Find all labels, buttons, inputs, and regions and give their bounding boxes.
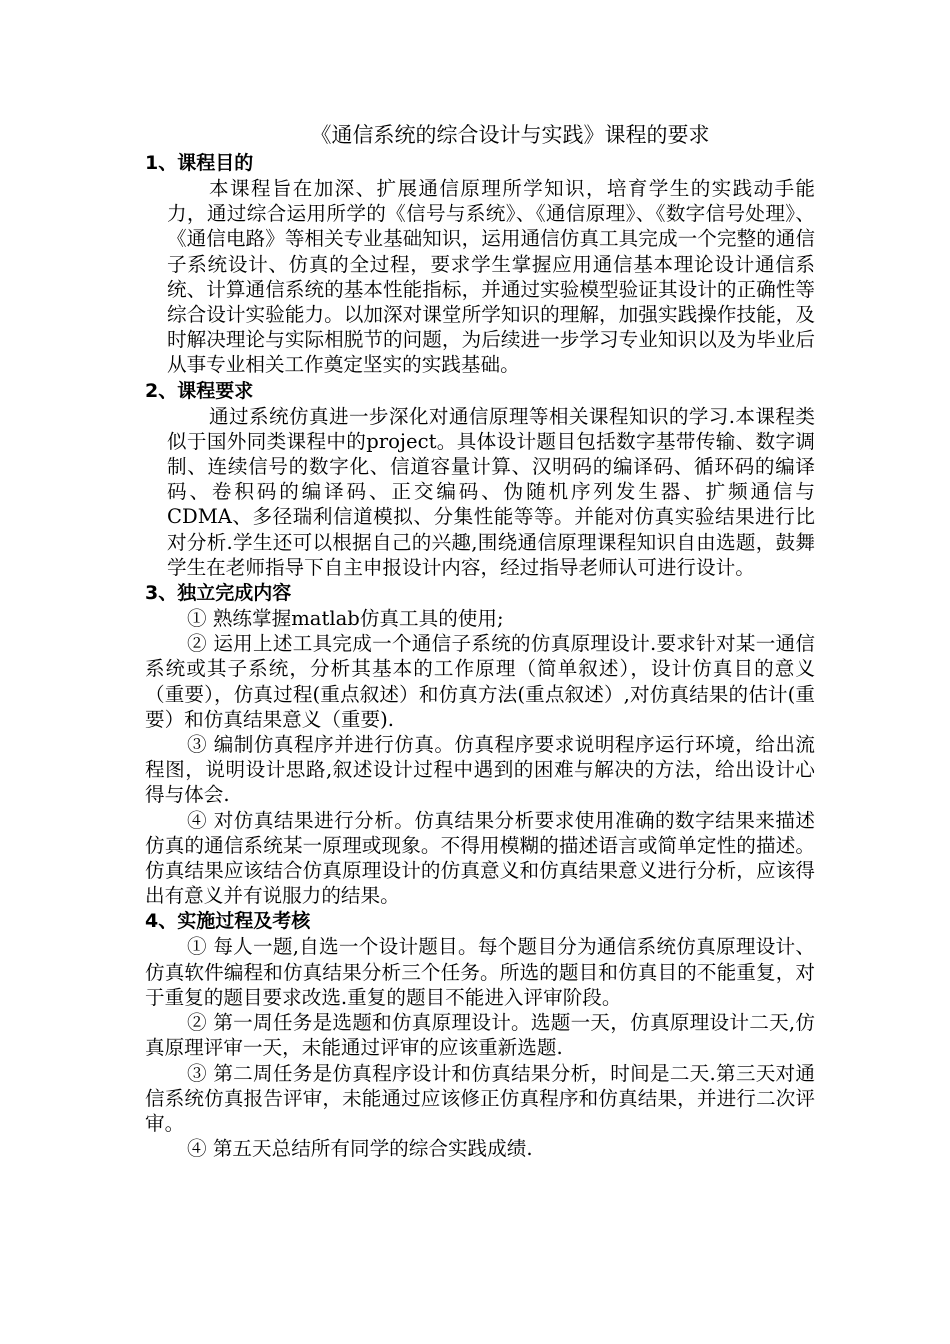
list-item: ④ 对仿真结果进行分析。仿真结果分析要求使用准确的数字结果来描述仿真的通信系统某一原理或现象。不得用模糊的描述语言或简单定性的描述。仿真结果应该结合仿真原理设计的仿真意义和仿真结果意义进行分析，应该得出有意义并有说服力的结果。 bbox=[145, 808, 815, 908]
list-item: ② 运用上述工具完成一个通信子系统的仿真原理设计.要求针对某一通信系统或其子系统，分析其基本的工作原理（简单叙述），设计仿真目的意义（重要），仿真过程(重点叙述）和仿真方法(重点叙述）,对仿真结果的估计(重要）和仿真结果意义（重要). bbox=[145, 632, 815, 731]
section-implementation-assessment bbox=[145, 908, 815, 1161]
section-paragraph: 通过系统仿真进一步深化对通信原理等相关课程知识的学习.本课程类似于国外同类课程中的project。具体设计题目包括数字基带传输、数字调制、连续信号的数字化、信道容量计算、汉明码的编译码、循环码的编译码、卷积码的编译码、正交编码、伪随机序列发生器、扩频通信与CDMA、多径瑞利信道模拟、分集性能等等。并能对仿真实验结果进行比对分析.学生还可以根据自己的兴趣,围绕通信原理课程知识自由选题，鼓舞学生在老师指导下自主申报设计内容，经过指导老师认可进行设计。 bbox=[167, 404, 815, 579]
section-heading: 4、实施过程及考核 bbox=[145, 910, 311, 933]
section-heading: 3、独立完成内容 bbox=[145, 582, 292, 605]
section-heading: 2、课程要求 bbox=[145, 379, 254, 402]
document-title: 《通信系统的综合设计与实践》课程的要求 bbox=[310, 123, 710, 147]
list-item: ③ 编制仿真程序并进行仿真。仿真程序要求说明程序运行环境，给出流程图，说明设计思路,叙述设计过程中遇到的困难与解决的方法，给出设计心得与体会. bbox=[145, 733, 815, 807]
section-course-purpose bbox=[145, 150, 815, 378]
list-item: ④ 第五天总结所有同学的综合实践成绩. bbox=[187, 1137, 533, 1161]
list-item: ① 每人一题,自选一个设计题目。每个题目分为通信系统仿真原理设计、仿真软件编程和仿真结果分析三个任务。所选的题目和仿真目的不能重复，对于重复的题目要求改选.重复的题目不能进入评审阶段。 bbox=[145, 935, 815, 1009]
list-item: ② 第一周任务是选题和仿真原理设计。选题一天，仿真原理设计二天,仿真原理评审一天，未能通过评审的应该重新选题. bbox=[145, 1011, 815, 1060]
section-paragraph: 本课程旨在加深、扩展通信原理所学知识，培育学生的实践动手能力，通过综合运用所学的《信号与系统》、《通信原理》、《数字信号处理》、《通信电路》等相关专业基础知识，运用通信仿真工具完成一个完整的通信子系统设计、仿真的全过程，要求学生掌握应用通信基本理论设计通信系统、计算通信系统的基本性能指标，并通过实验模型验证其设计的正确性等综合设计实验能力。以加深对课堂所学知识的理解，加强实践操作技能，及时解决理论与实际相脱节的问题，为后续进一步学习专业知识以及为毕业后从事专业相关工作奠定坚实的实践基础。 bbox=[167, 177, 815, 377]
section-heading: 1、课程目的 bbox=[145, 152, 254, 174]
section-independent-content bbox=[145, 580, 815, 908]
list-item: ③ 第二周任务是仿真程序设计和仿真结果分析，时间是二天.第三天对通信系统仿真报告评审，未能通过应该修正仿真程序和仿真结果，并进行二次评审。 bbox=[145, 1061, 815, 1135]
document-page bbox=[145, 120, 815, 1161]
list-item: ① 熟练掌握matlab仿真工具的使用; bbox=[187, 607, 504, 631]
section-course-requirements bbox=[145, 378, 815, 580]
